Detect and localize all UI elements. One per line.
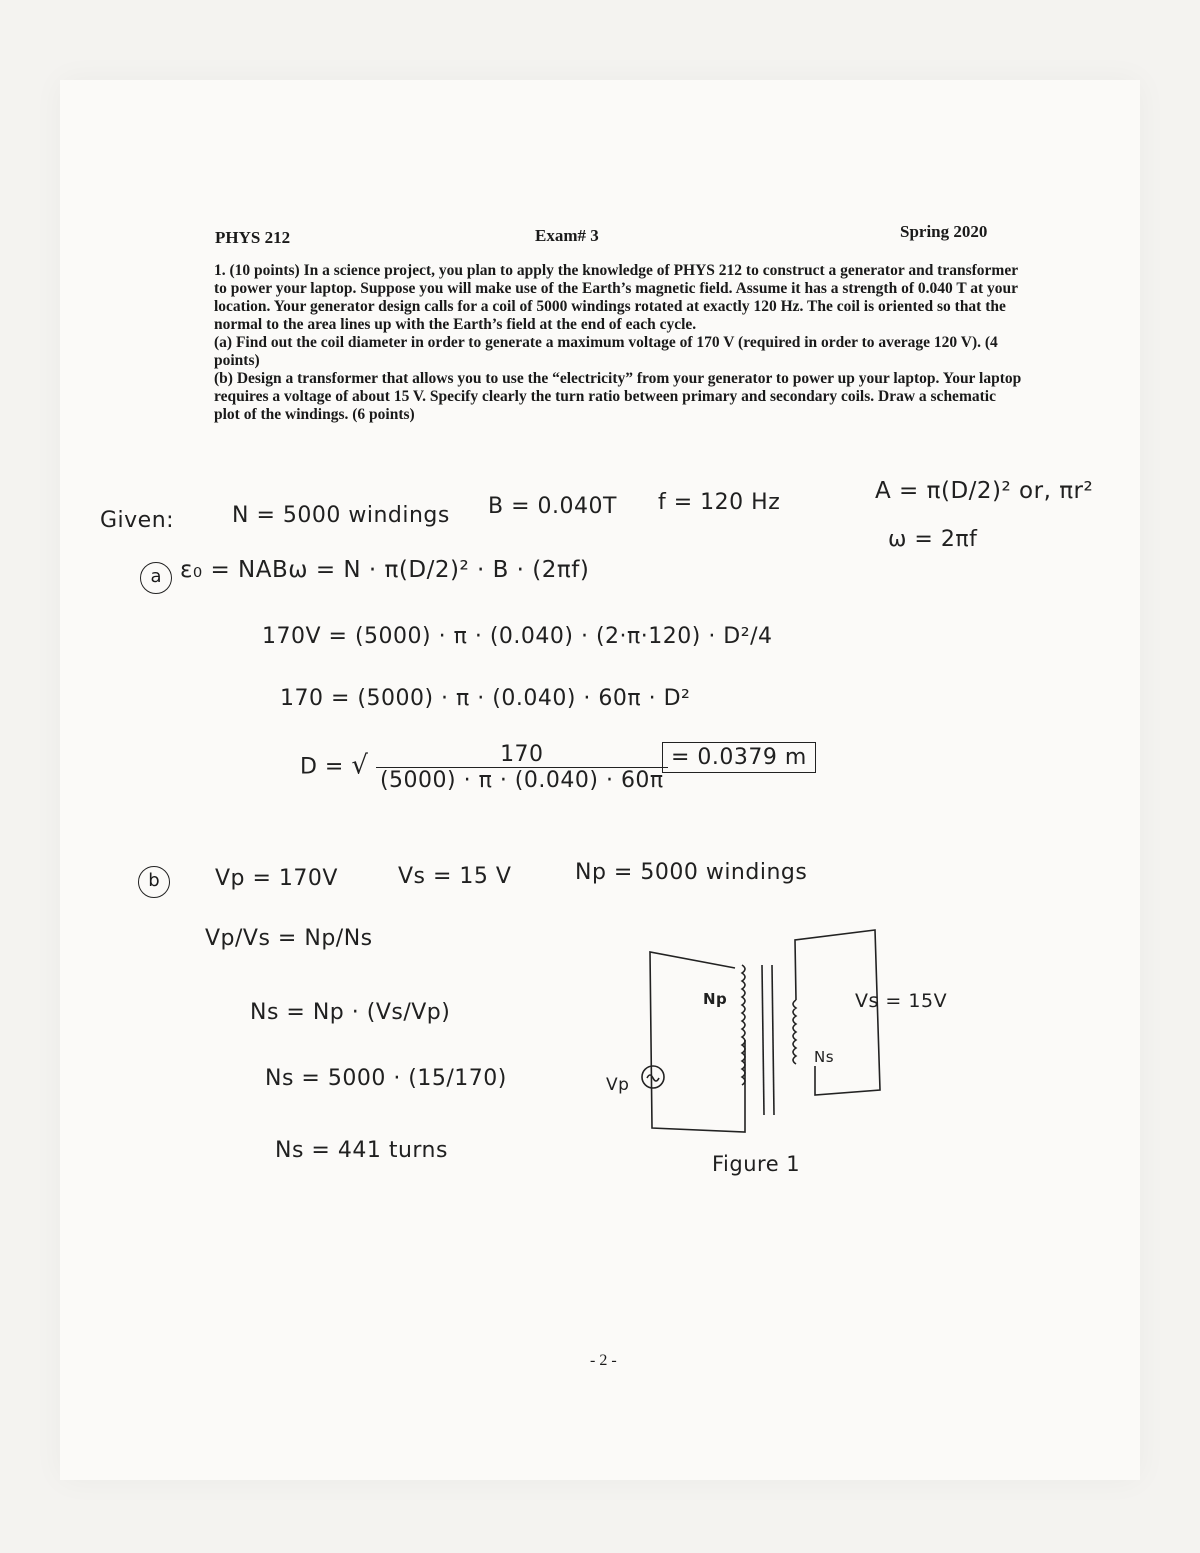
secondary-voltage: Vs = 15 V <box>398 864 512 889</box>
page-number: - 2 - <box>590 1352 617 1369</box>
figure-vs-label: Vs = 15V <box>855 990 948 1012</box>
given-frequency: f = 120 Hz <box>658 490 781 515</box>
part-b-marker: b <box>138 866 170 898</box>
course-code: PHYS 212 <box>215 228 291 247</box>
substitution-line-2: 170 = (5000) · π · (0.040) · 60π · D² <box>280 686 691 711</box>
area-formula: A = π(D/2)² or, πr² <box>875 478 1094 504</box>
given-label: Given: <box>100 508 175 533</box>
given-field: B = 0.040T <box>488 494 617 519</box>
term: Spring 2020 <box>900 222 988 241</box>
given-windings: N = 5000 windings <box>232 503 450 528</box>
part-a-marker: a <box>140 562 172 594</box>
ac-wave-icon <box>647 1075 659 1081</box>
figure-np-label: Np <box>703 990 728 1008</box>
primary-voltage: Vp = 170V <box>215 866 338 891</box>
diameter-denominator: (5000) · π · (0.040) · 60π <box>379 768 664 793</box>
primary-windings: Np = 5000 windings <box>575 860 808 885</box>
figure-ns-label: Ns <box>814 1048 835 1066</box>
primary-coil <box>742 965 745 1085</box>
figure-caption: Figure 1 <box>712 1152 801 1176</box>
problem-part-a: (a) Find out the coil diameter in order to generate a maximum voltage of 170 V (required in order to average 120 V). (4 points) <box>214 334 998 369</box>
ns-formula: Ns = Np · (Vs/Vp) <box>250 1000 451 1025</box>
diameter-lhs: D = <box>300 754 344 780</box>
ns-result: Ns = 441 turns <box>275 1138 448 1163</box>
problem-statement: 1. (10 points) In a science project, you plan to apply the knowledge of PHYS 212 to construct a generator and transformer to power your laptop. Suppose you will make use of the Earth’s magnetic field. Assume it has a strength of 0.040 T at your location. Your generator design calls for a coil of 5000 windings rotated at exactly 120 Hz. The coil is oriented so that the normal to the area lines up with the Earth’s field at the end of each cycle. <box>214 262 1018 333</box>
secondary-coil <box>793 1000 796 1064</box>
answer-a: = 0.0379 m <box>662 742 816 773</box>
ns-substitution: Ns = 5000 · (15/170) <box>265 1066 507 1091</box>
problem-part-b: (b) Design a transformer that allows you to use the “electricity” from your generator to power up your laptop. Your laptop requires a voltage of about 15 V. Specify clearly the turn ratio between primary and secondary coils. Draw a schematic plot of the windings. (6 points) <box>214 370 1022 423</box>
core-line-1 <box>762 965 764 1115</box>
diameter-solution: D = √ $\frac{170}{(5000) \cdot \pi \cdot (0.040) \cdot 60\pi}$ <box>300 742 668 793</box>
turns-ratio: Vp/Vs = Np/Ns <box>205 926 373 951</box>
diameter-numerator: 170 <box>376 742 668 768</box>
substitution-line-1: 170V = (5000) · π · (0.040) · (2·π·120) · D²/4 <box>262 624 773 649</box>
omega-formula: ω = 2πf <box>888 527 978 552</box>
emf-equation: ε₀ = NABω = N · π(D/2)² · B · (2πf) <box>180 557 590 583</box>
primary-circuit-wire <box>650 952 745 1132</box>
secondary-circuit-wire <box>795 930 880 1095</box>
exam-number: Exam# 3 <box>535 226 599 245</box>
figure-vp-label: Vp <box>606 1075 630 1095</box>
core-line-2 <box>772 965 774 1115</box>
